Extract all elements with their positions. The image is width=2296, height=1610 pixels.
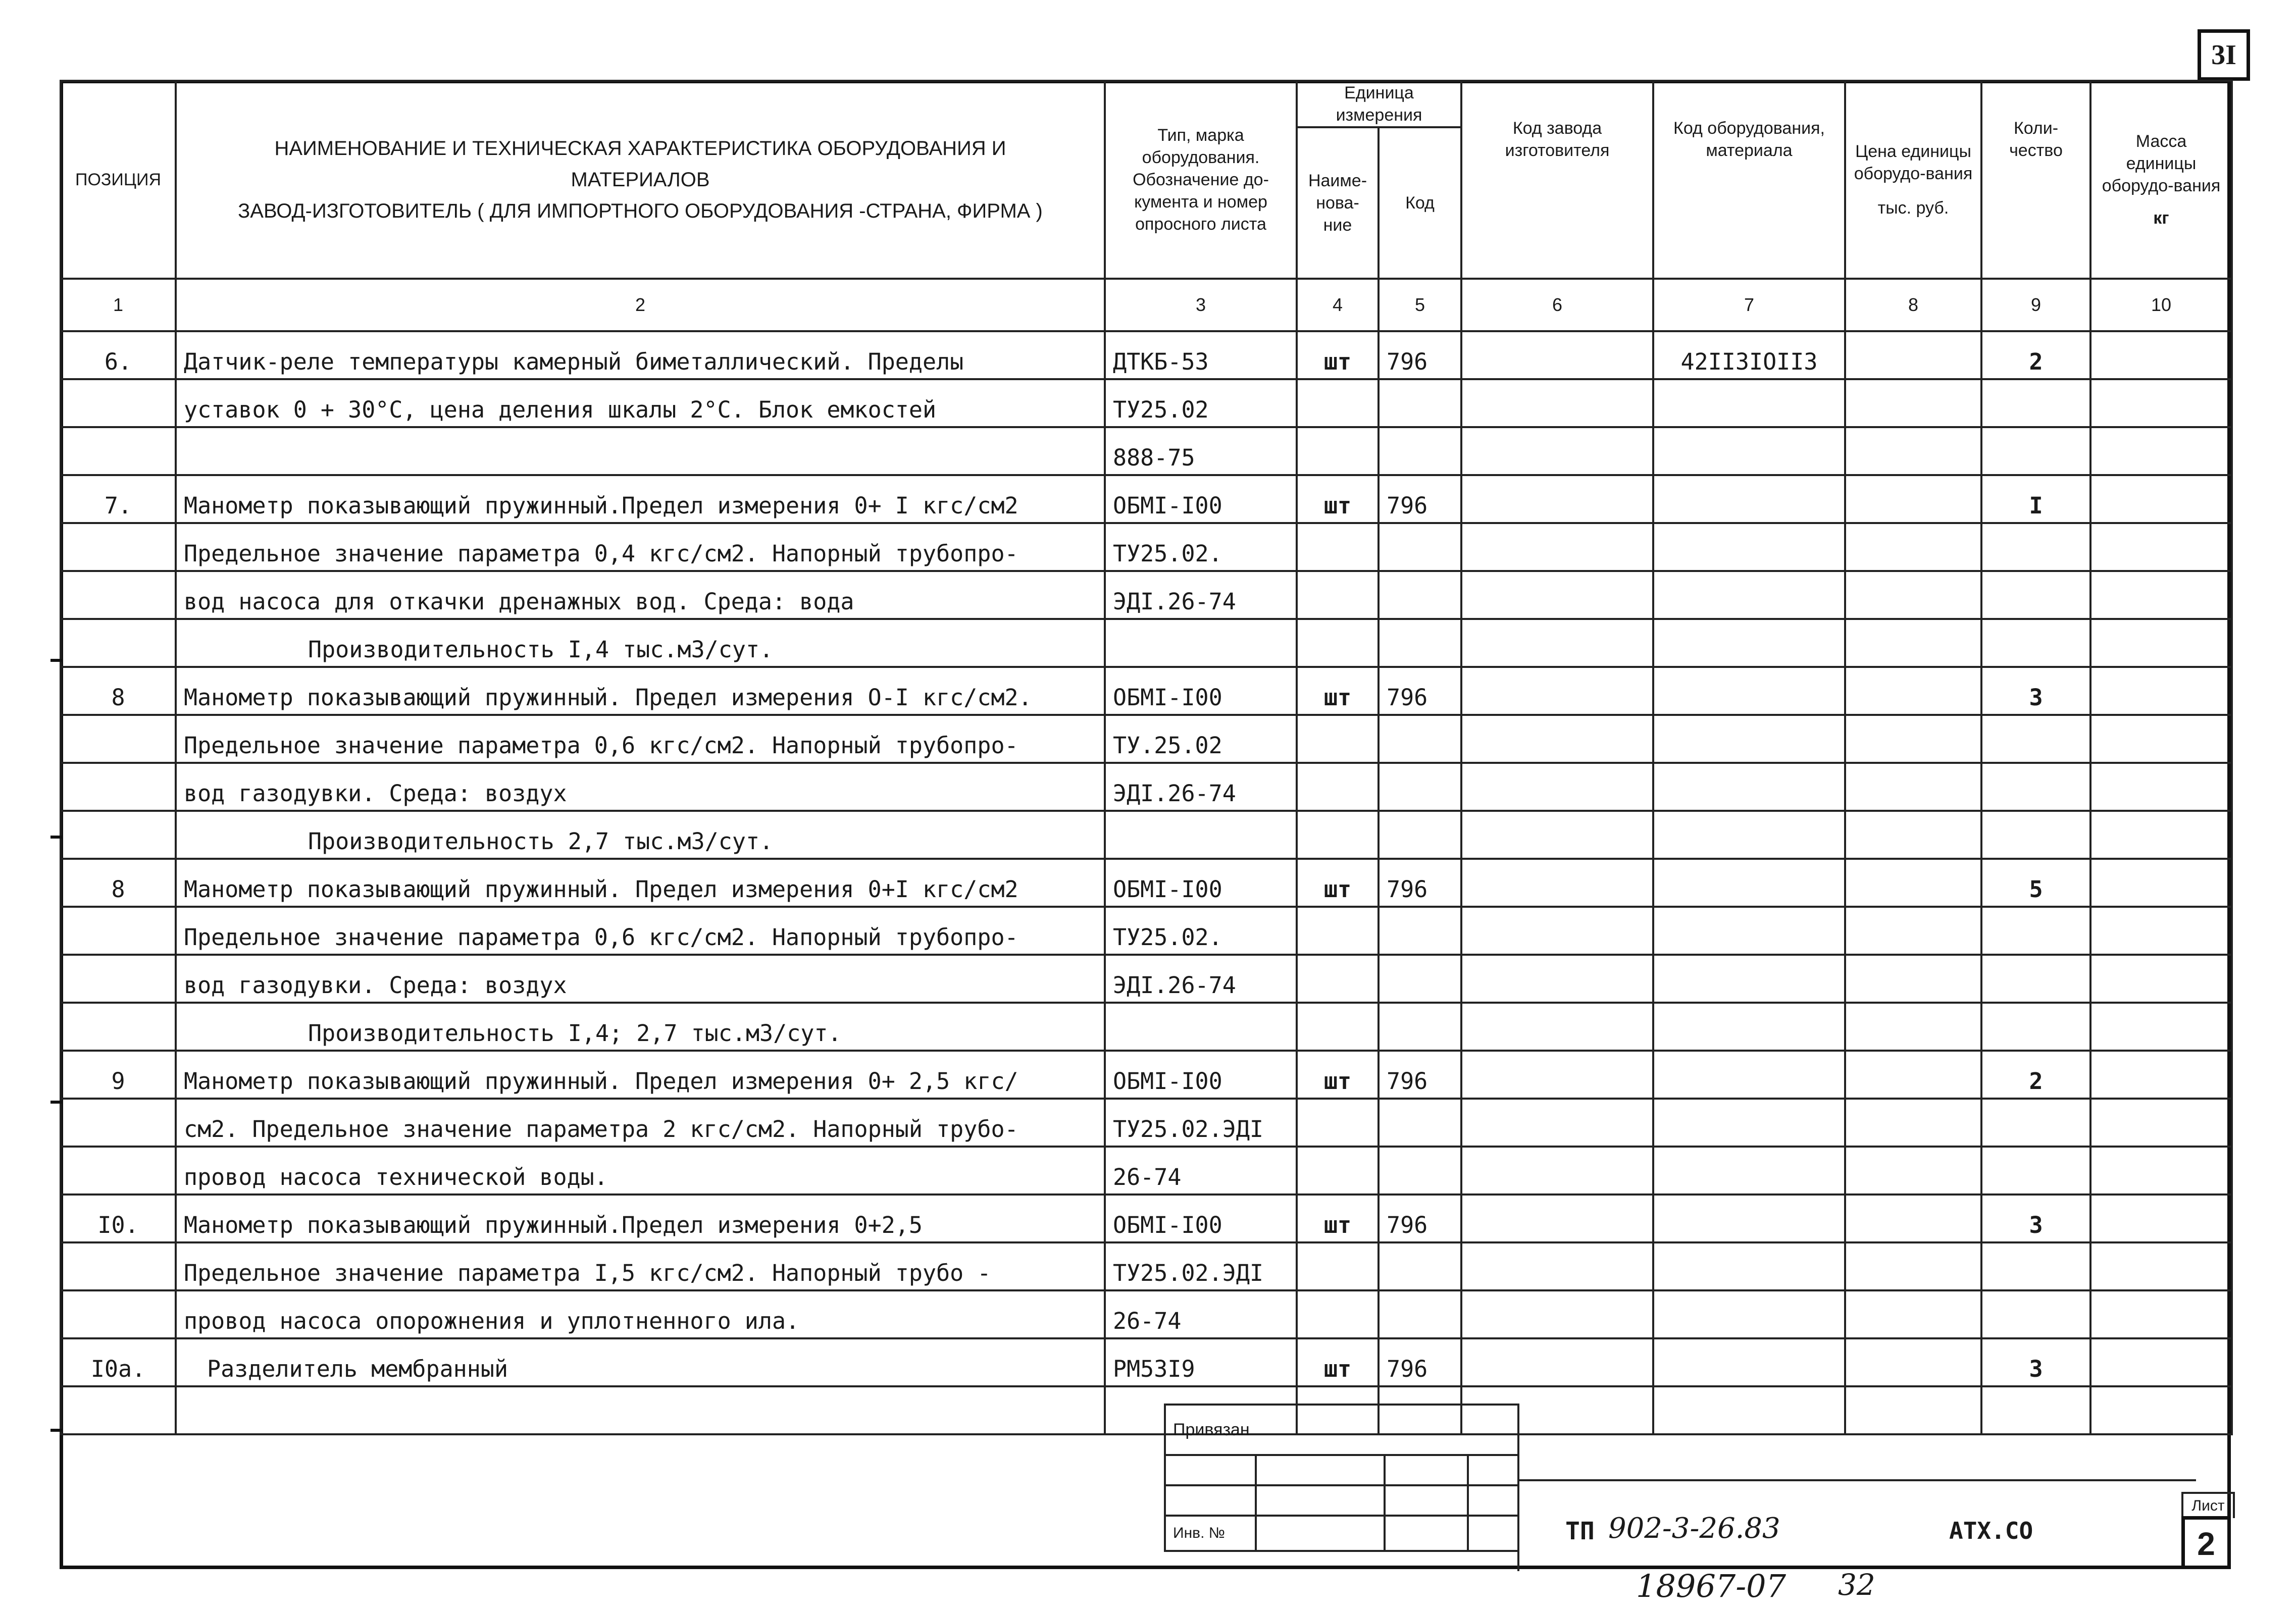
cell-equipment-code [1653,715,1845,763]
cell-type: РМ53I9 [1105,1338,1297,1386]
cell-factory-code [1461,1338,1653,1386]
cell-quantity [1981,1003,2090,1051]
cell-mass [2090,763,2232,811]
cell-mass [2090,619,2232,667]
cell-type: ОБМI-I00 [1105,667,1297,715]
table-row [61,1242,2232,1290]
table-row [61,667,2232,715]
cell-unit-name: шт [1297,1338,1379,1386]
table-row [61,571,2232,619]
cell-equipment-code [1653,619,1845,667]
cell-mass [2090,1242,2232,1290]
cell-position: 8 [61,859,176,907]
table-row [61,427,2232,475]
cell-unit-name [1297,1242,1379,1290]
cell-mass [2090,523,2232,571]
cell-unit-code: 796 [1379,859,1461,907]
cell-quantity [1981,907,2090,955]
cell-price [1845,379,1981,427]
header-factory-code: Код завода изготовителя [1461,81,1653,279]
cell-quantity [1981,571,2090,619]
cell-name: Предельное значение параметра 0,4 кгс/см2. Напорный трубопро- [176,523,1105,571]
cell-position [61,1003,176,1051]
specification-table [60,80,2233,1435]
cell-unit-name [1297,379,1379,427]
table-row [61,1386,2232,1434]
cell-quantity: 3 [1981,1194,2090,1242]
cell-mass [2090,331,2232,379]
header-name-line1: НАИМЕНОВАНИЕ И ТЕХНИЧЕСКАЯ ХАРАКТЕРИСТИКА ОБОРУДОВАНИЯ И [274,137,1006,160]
cell-position [61,523,176,571]
header-unit-group: Единица измерения [1297,81,1461,127]
cell-factory-code [1461,475,1653,523]
table-row [61,1051,2232,1099]
table-row [61,523,2232,571]
cell-price [1845,619,1981,667]
cell-position [61,379,176,427]
cell-name: Манометр показывающий пружинный.Предел измерения 0+2,5 [176,1194,1105,1242]
cell-name: Производительность 2,7 тыс.м3/сут. [176,811,1105,859]
cell-unit-code: 796 [1379,331,1461,379]
cell-price [1845,859,1981,907]
cell-price [1845,1194,1981,1242]
cell-factory-code [1461,859,1653,907]
cell-factory-code [1461,763,1653,811]
cell-price [1845,1003,1981,1051]
cell-type: ЭДI.26-74 [1105,955,1297,1003]
cell-equipment-code [1653,667,1845,715]
cell-equipment-code [1653,955,1845,1003]
header-price-label: Цена единицы оборудо-вания [1854,142,1973,183]
cell-type: 26-74 [1105,1147,1297,1194]
table-row [61,1147,2232,1194]
cell-factory-code [1461,1290,1653,1338]
cell-equipment-code [1653,571,1845,619]
cell-unit-code: 796 [1379,667,1461,715]
cell-name: Манометр показывающий пружинный. Предел измерения О-I кгс/см2. [176,667,1105,715]
cell-quantity [1981,811,2090,859]
cell-unit-code [1379,1147,1461,1194]
linked-label: Привязан [1165,1405,1518,1455]
cell-unit-name [1297,1290,1379,1338]
cell-factory-code [1461,523,1653,571]
cell-mass [2090,1003,2232,1051]
header-position: ПОЗИЦИЯ [61,81,176,279]
cell-position [61,1147,176,1194]
cell-equipment-code [1653,1194,1845,1242]
cell-quantity [1981,1147,2090,1194]
sheet-value: 2 [2181,1516,2231,1569]
cell-mass [2090,571,2232,619]
cell-factory-code [1461,331,1653,379]
cell-position [61,1099,176,1147]
cell-equipment-code [1653,523,1845,571]
cell-mass [2090,427,2232,475]
cell-unit-name [1297,1099,1379,1147]
cell-unit-code: 796 [1379,475,1461,523]
cell-type: 888-75 [1105,427,1297,475]
cell-type: ОБМI-I00 [1105,1194,1297,1242]
cell-name: Предельное значение параметра 0,6 кгс/см2. Напорный трубопро- [176,907,1105,955]
cell-unit-name [1297,715,1379,763]
cell-equipment-code [1653,1338,1845,1386]
cell-type [1105,1003,1297,1051]
cell-unit-name [1297,1003,1379,1051]
cell-unit-name [1297,1147,1379,1194]
header-quantity: Коли-чество [1981,81,2090,279]
cell-position [61,763,176,811]
fold-mark [50,1429,62,1432]
cell-type: ТУ25.02.ЭДI [1105,1242,1297,1290]
cell-position [61,1242,176,1290]
cell-factory-code [1461,379,1653,427]
cell-mass [2090,715,2232,763]
cell-name: Разделитель мембранный [176,1338,1105,1386]
table-row [61,907,2232,955]
cell-equipment-code [1653,1051,1845,1099]
column-number-6: 6 [1461,279,1653,331]
cell-type [1105,619,1297,667]
cell-type: ОБМI-I00 [1105,475,1297,523]
table-row [61,475,2232,523]
cell-name: провод насоса технической воды. [176,1147,1105,1194]
cell-unit-name [1297,427,1379,475]
cell-factory-code [1461,715,1653,763]
cell-equipment-code: 42II3IOII3 [1653,331,1845,379]
cell-price [1845,523,1981,571]
cell-quantity: 3 [1981,1338,2090,1386]
cell-unit-name: шт [1297,475,1379,523]
cell-factory-code [1461,1194,1653,1242]
cell-quantity [1981,763,2090,811]
cell-type: ОБМI-I00 [1105,859,1297,907]
cell-position [61,427,176,475]
cell-equipment-code [1653,907,1845,955]
cell-unit-code [1379,763,1461,811]
cell-name: Предельное значение параметра 0,6 кгс/см2. Напорный трубопро- [176,715,1105,763]
cell-unit-code [1379,1003,1461,1051]
cell-mass [2090,1147,2232,1194]
cell-price [1845,715,1981,763]
cell-price [1845,427,1981,475]
cell-price [1845,1147,1981,1194]
sheet-label: Лист [2181,1492,2235,1518]
cell-equipment-code [1653,1147,1845,1194]
cell-position [61,619,176,667]
cell-equipment-code [1653,379,1845,427]
archive-page: 32 [1838,1568,1875,1602]
header-mass-label: Масса единицы оборудо-вания [2102,132,2221,195]
cell-price [1845,1338,1981,1386]
cell-factory-code [1461,1099,1653,1147]
column-numbers-row [61,279,2232,331]
table-row [61,763,2232,811]
cell-price [1845,955,1981,1003]
cell-name: Датчик-реле температуры камерный биметаллический. Пределы [176,331,1105,379]
cell-name: вод газодувки. Среда: воздух [176,955,1105,1003]
cell-price [1845,811,1981,859]
cell-type: ТУ25.02. [1105,523,1297,571]
cell-unit-code [1379,811,1461,859]
cell-unit-name [1297,763,1379,811]
doc-code: 902-3-26.83 [1608,1512,1780,1545]
cell-unit-code [1379,1242,1461,1290]
cell-name: Манометр показывающий пружинный.Предел измерения 0+ I кгс/см2 [176,475,1105,523]
cell-quantity [1981,523,2090,571]
header-type: Тип, марка оборудования. Обозначение до-кумента и номер опросного листа [1105,81,1297,279]
inventory-label: Инв. № [1165,1516,1256,1551]
table-row [61,1338,2232,1386]
cell-unit-code [1379,907,1461,955]
header-equipment-code: Код оборудования, материала [1653,81,1845,279]
cell-factory-code [1461,619,1653,667]
cell-type: ДТКБ-53 [1105,331,1297,379]
cell-mass [2090,1338,2232,1386]
cell-name: Предельное значение параметра I,5 кгс/см2. Напорный трубо - [176,1242,1105,1290]
table-row [61,1099,2232,1147]
table-row [61,1194,2232,1242]
cell-quantity [1981,427,2090,475]
table-row [61,331,2232,379]
cell-quantity: 5 [1981,859,2090,907]
cell-equipment-code [1653,1003,1845,1051]
cell-quantity: I [1981,475,2090,523]
cell-factory-code [1461,907,1653,955]
cell-unit-code: 796 [1379,1051,1461,1099]
column-number-8: 8 [1845,279,1981,331]
cell-type: ОБМI-I00 [1105,1051,1297,1099]
cell-mass [2090,475,2232,523]
sheet-number: 3I [2198,29,2250,81]
cell-mass [2090,907,2232,955]
cell-price [1845,667,1981,715]
cell-unit-name [1297,907,1379,955]
cell-name: вод газодувки. Среда: воздух [176,763,1105,811]
cell-equipment-code [1653,475,1845,523]
cell-unit-code: 796 [1379,1194,1461,1242]
cell-name: уставок 0 + 30°С, цена деления шкалы 2°С. Блок емкостей [176,379,1105,427]
cell-price [1845,763,1981,811]
cell-mass [2090,955,2232,1003]
table-row [61,1290,2232,1338]
doc-type: АТХ.СО [1949,1517,2033,1544]
cell-equipment-code [1653,763,1845,811]
cell-mass [2090,1194,2232,1242]
archive-number: 18967-07 [1636,1568,1787,1604]
cell-equipment-code [1653,427,1845,475]
cell-mass [2090,1099,2232,1147]
fold-mark [50,659,62,662]
cell-quantity: 2 [1981,1051,2090,1099]
cell-type [1105,811,1297,859]
cell-quantity [1981,1290,2090,1338]
table-row [61,955,2232,1003]
cell-equipment-code [1653,811,1845,859]
cell-unit-code [1379,523,1461,571]
cell-price [1845,1242,1981,1290]
table-row [61,859,2232,907]
cell-name [176,1386,1105,1434]
header-name [176,81,1105,279]
cell-mass [2090,859,2232,907]
cell-factory-code [1461,1051,1653,1099]
cell-position: I0а. [61,1338,176,1386]
cell-position: 7. [61,475,176,523]
fold-mark [50,836,62,839]
cell-name: вод насоса для откачки дренажных вод. Среда: вода [176,571,1105,619]
cell-unit-name: шт [1297,1194,1379,1242]
cell-factory-code [1461,427,1653,475]
cell-name: Манометр показывающий пружинный. Предел измерения 0+I кгс/см2 [176,859,1105,907]
cell-price [1845,1051,1981,1099]
cell-name: см2. Предельное значение параметра 2 кгс/см2. Напорный трубо- [176,1099,1105,1147]
cell-quantity [1981,619,2090,667]
cell-equipment-code [1653,1290,1845,1338]
cell-type: ТУ25.02 [1105,379,1297,427]
cell-unit-code [1379,955,1461,1003]
doc-code-prefix: ТП [1565,1517,1595,1545]
cell-name: Манометр показывающий пружинный. Предел измерения 0+ 2,5 кгс/ [176,1051,1105,1099]
cell-position [61,571,176,619]
column-number-3: 3 [1105,279,1297,331]
cell-factory-code [1461,667,1653,715]
header-price [1845,81,1981,279]
cell-name: провод насоса опорожнения и уплотненного ила. [176,1290,1105,1338]
linked-stamp [1164,1404,1519,1552]
cell-mass [2090,1386,2232,1434]
cell-type: ЭДI.26-74 [1105,763,1297,811]
cell-type: 26-74 [1105,1290,1297,1338]
cell-price [1845,907,1981,955]
table-row [61,715,2232,763]
cell-mass [2090,1290,2232,1338]
cell-equipment-code [1653,1386,1845,1434]
cell-unit-name: шт [1297,667,1379,715]
cell-unit-name [1297,955,1379,1003]
table-row [61,379,2232,427]
header-mass-unit: кг [2153,209,2169,228]
column-number-7: 7 [1653,279,1845,331]
fold-mark [50,1101,62,1104]
table-row [61,1003,2232,1051]
cell-price [1845,1386,1981,1434]
cell-factory-code [1461,571,1653,619]
cell-factory-code [1461,955,1653,1003]
cell-unit-code [1379,715,1461,763]
cell-unit-name: шт [1297,331,1379,379]
cell-position: I0. [61,1194,176,1242]
cell-unit-code [1379,619,1461,667]
cell-position [61,715,176,763]
cell-position [61,955,176,1003]
column-number-4: 4 [1297,279,1379,331]
column-number-10: 10 [2090,279,2232,331]
cell-mass [2090,379,2232,427]
column-number-2: 2 [176,279,1105,331]
cell-name: Производительность I,4 тыс.м3/сут. [176,619,1105,667]
cell-equipment-code [1653,1242,1845,1290]
cell-unit-code [1379,571,1461,619]
cell-price [1845,475,1981,523]
table-row [61,619,2232,667]
cell-position: 8 [61,667,176,715]
cell-type: ТУ25.02.ЭДI [1105,1099,1297,1147]
cell-unit-name [1297,619,1379,667]
cell-unit-name [1297,571,1379,619]
cell-factory-code [1461,1147,1653,1194]
column-number-5: 5 [1379,279,1461,331]
cell-position [61,1386,176,1434]
column-number-1: 1 [61,279,176,331]
cell-mass [2090,667,2232,715]
column-number-9: 9 [1981,279,2090,331]
cell-unit-code [1379,379,1461,427]
cell-position: 6. [61,331,176,379]
cell-unit-code [1379,1290,1461,1338]
cell-quantity [1981,955,2090,1003]
cell-unit-name [1297,523,1379,571]
cell-price [1845,1099,1981,1147]
header-unit-code: Код [1379,127,1461,279]
cell-factory-code [1461,1242,1653,1290]
cell-position [61,1290,176,1338]
cell-equipment-code [1653,1099,1845,1147]
cell-unit-name: шт [1297,1051,1379,1099]
cell-unit-code [1379,1099,1461,1147]
cell-quantity [1981,715,2090,763]
specification-rows [61,331,2232,1434]
header-unit-name: Наиме-нова-ние [1297,127,1379,279]
cell-quantity [1981,1242,2090,1290]
header-name-line3: ЗАВОД-ИЗГОТОВИТЕЛЬ ( ДЛЯ ИМПОРТНОГО ОБОРУДОВАНИЯ -СТРАНА, ФИРМА ) [238,200,1043,222]
cell-factory-code [1461,1003,1653,1051]
cell-equipment-code [1653,859,1845,907]
cell-price [1845,331,1981,379]
header-price-unit: тыс. руб. [1877,198,1949,218]
cell-position [61,907,176,955]
cell-position [61,811,176,859]
cell-type: ТУ.25.02 [1105,715,1297,763]
cell-position: 9 [61,1051,176,1099]
cell-price [1845,1290,1981,1338]
header-name-line2: МАТЕРИАЛОВ [571,169,710,191]
cell-name [176,427,1105,475]
header-mass [2090,81,2232,279]
cell-mass [2090,1051,2232,1099]
cell-type: ЭДI.26-74 [1105,571,1297,619]
cell-unit-code: 796 [1379,1338,1461,1386]
cell-quantity: 3 [1981,667,2090,715]
cell-quantity [1981,379,2090,427]
cell-mass [2090,811,2232,859]
table-row [61,811,2232,859]
cell-quantity [1981,1099,2090,1147]
cell-factory-code [1461,811,1653,859]
cell-unit-name: шт [1297,859,1379,907]
cell-name: Производительность I,4; 2,7 тыс.м3/сут. [176,1003,1105,1051]
cell-quantity: 2 [1981,331,2090,379]
cell-unit-code [1379,427,1461,475]
cell-type: ТУ25.02. [1105,907,1297,955]
cell-unit-name [1297,811,1379,859]
cell-quantity [1981,1386,2090,1434]
cell-price [1845,571,1981,619]
